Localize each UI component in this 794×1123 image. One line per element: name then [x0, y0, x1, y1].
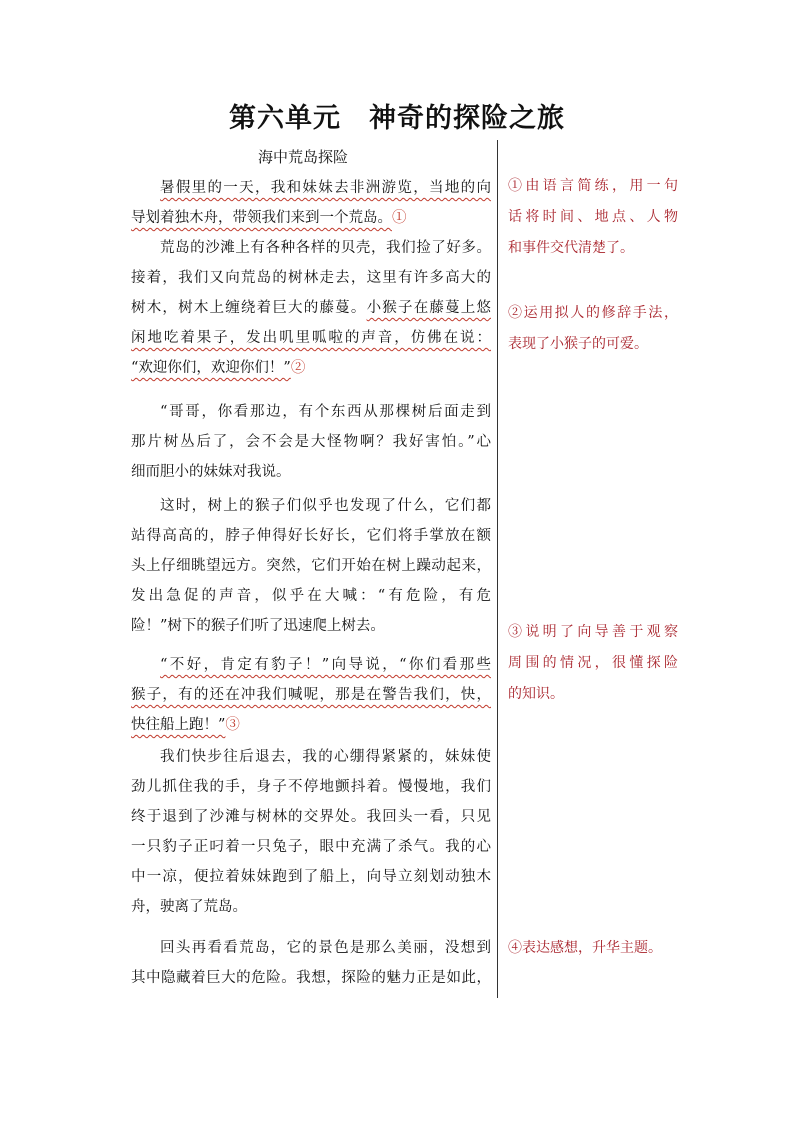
side-note-3: [508, 617, 678, 710]
text-line: 中一凉，便拉着妹妹跑到了船上，向导立刻划动独木: [131, 869, 491, 885]
text-line: 回头再看看荒岛，它的景色是那么美丽，没想到: [160, 940, 491, 956]
unit-label: 第六单元: [229, 103, 341, 134]
page-title: [0, 96, 794, 135]
note-line: ②运用拟人的修辞手法，: [508, 305, 678, 321]
paragraph-7: [131, 933, 491, 993]
paragraph-4: [131, 491, 491, 641]
text-line: 这时，树上的猴子们似乎也发现了什么，它们都: [160, 498, 491, 514]
text-line: 一只豹子正叼着一只兔子，眼中充满了杀气。我的心: [131, 839, 491, 855]
text-line: 其中隐藏着巨大的危险。我想，探险的魅力正是如此，: [131, 970, 491, 986]
underlined-text: 快往船上跑！”: [131, 717, 226, 733]
text-line: 劲儿抓住我的手，身子不停地颤抖着。慢慢地，我们: [131, 779, 491, 795]
side-note-1: [508, 171, 678, 264]
note-line: 周围的情况，很懂探险: [508, 655, 678, 671]
note-line: ③说明了向导善于观察: [508, 624, 678, 640]
underlined-text: “不好，肯定有豹子！”向导说，“你们看那些: [160, 657, 491, 673]
text-line: 细而胆小的妹妹对我说。: [131, 464, 291, 480]
note-line: ①由语言简练，用一句: [508, 178, 678, 194]
column-divider: [497, 140, 498, 998]
text-line: “哥哥，你看那边，有个东西从那棵树后面走到: [160, 404, 491, 420]
text-line: 导划着独木舟，带领我们来到一个荒岛。: [131, 210, 392, 226]
paragraph-5: [131, 650, 491, 740]
underlined-text: 小猴子在藤蔓上悠: [366, 300, 491, 316]
side-note-2: [508, 298, 678, 360]
annotation-marker-1: ①: [392, 210, 407, 226]
text-line: 终于退到了沙滩与树林的交界处。我回头一看，只见: [131, 809, 491, 825]
text-line: 那片树丛后了，会不会是大怪物啊？我好害怕。”心: [131, 434, 491, 450]
note-line: 和事件交代清楚了。: [508, 240, 634, 256]
paragraph-6: [131, 742, 491, 922]
paragraph-2: [131, 233, 491, 383]
annotation-marker-2: ②: [290, 360, 306, 376]
note-line: 表现了小猴子的可爱。: [508, 336, 648, 352]
note-line: ④表达感想，升华主题。: [508, 940, 662, 956]
underlined-text: 猴子，有的还在冲我们喊呢，那是在警告我们，快，: [131, 687, 491, 703]
text-line: 发出急促的声音，似乎在大喊：“有危险，有危: [131, 588, 491, 604]
text-line: 树木，树木上缠绕着巨大的藤蔓。: [131, 300, 367, 316]
text-line: 头上仔细眺望远方。突然，它们开始在树上躁动起来，: [131, 558, 491, 574]
text-line: 接着，我们又向荒岛的树林走去，这里有许多高大的: [131, 270, 491, 286]
underlined-text: “欢迎你们，欢迎你们！”: [131, 360, 291, 376]
paragraph-1: [131, 173, 491, 233]
text-line: 暑假里的一天，我和妹妹去非洲游览，当地的向: [160, 180, 491, 196]
side-note-4: [508, 933, 678, 964]
text-line: 站得高高的，脖子伸得好长好长，它们将手掌放在额: [131, 528, 491, 544]
note-line: 的知识。: [508, 686, 564, 702]
underlined-text: 闲地吃着果子，发出叽里呱啦的声音，仿佛在说：: [131, 330, 491, 346]
essay-title: 海中荒岛探险: [258, 148, 349, 166]
text-line: 险！”树下的猴子们听了迅速爬上树去。: [131, 618, 385, 634]
unit-theme: 神奇的探险之旅: [369, 103, 565, 134]
text-line: 我们快步往后退去，我的心绷得紧紧的，妹妹使: [160, 749, 491, 765]
text-line: 荒岛的沙滩上有各种各样的贝壳，我们捡了好多。: [160, 240, 491, 256]
paragraph-3: [131, 397, 491, 487]
note-line: 话将时间、地点、人物: [508, 209, 678, 225]
annotation-marker-3: ③: [225, 717, 240, 733]
text-line: 舟，驶离了荒岛。: [131, 899, 247, 915]
